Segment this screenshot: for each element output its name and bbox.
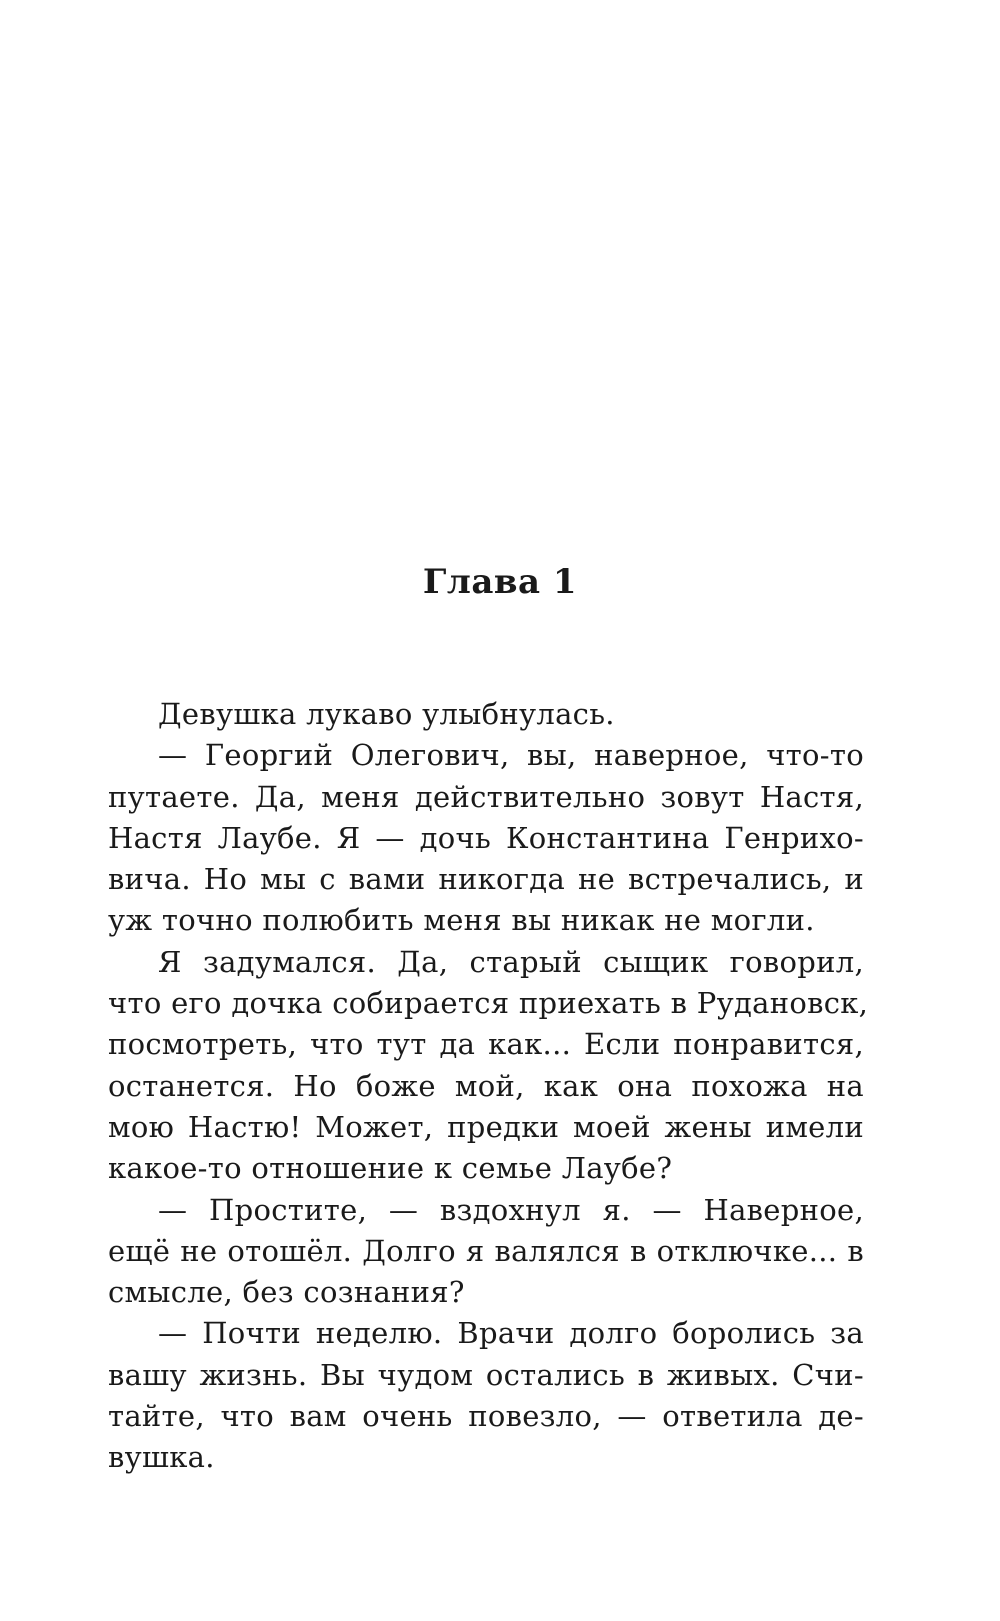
text-line: ещё не отошёл. Долго я валялся в отключке... в	[108, 1233, 864, 1268]
chapter-title: Глава 1	[422, 562, 578, 602]
text-line: вича. Но мы с вами никогда не встречались, и	[108, 862, 864, 897]
text-line: путаете. Да, меня действительно зовут Настя,	[108, 779, 864, 814]
text-line: — Почти неделю. Врачи долго боролись за	[158, 1316, 864, 1351]
text-line: Я задумался. Да, старый сыщик говорил,	[158, 944, 864, 979]
text-line: — Георгий Олегович, вы, наверное, что-то	[158, 738, 864, 773]
text-line: Настя Лаубе. Я — дочь Константина Генрихо-	[108, 820, 864, 855]
text-line: посмотреть, что тут да как... Если понравится,	[108, 1027, 864, 1062]
text-line: останется. Но боже мой, как она похожа на	[108, 1068, 864, 1103]
text-line: — Простите, — вздохнул я. — Наверное,	[158, 1192, 864, 1227]
text-line: уж точно полюбить меня вы никак не могли.	[108, 903, 815, 938]
text-line: вашу жизнь. Вы чудом остались в живых. Счи-	[108, 1357, 864, 1392]
text-line: тайте, что вам очень повезло, — ответила де-	[108, 1399, 864, 1434]
text-line: мою Настю! Может, предки моей жены имели	[108, 1109, 864, 1144]
text-line: смысле, без сознания?	[108, 1275, 465, 1310]
text-line: что его дочка собирается приехать в Рудановск,	[108, 986, 869, 1021]
text-line: вушка.	[108, 1440, 215, 1475]
text-line: Девушка лукаво улыбнулась.	[158, 697, 615, 731]
chapter-body	[108, 694, 869, 1479]
text-line: какое-то отношение к семье Лаубе?	[108, 1151, 673, 1186]
